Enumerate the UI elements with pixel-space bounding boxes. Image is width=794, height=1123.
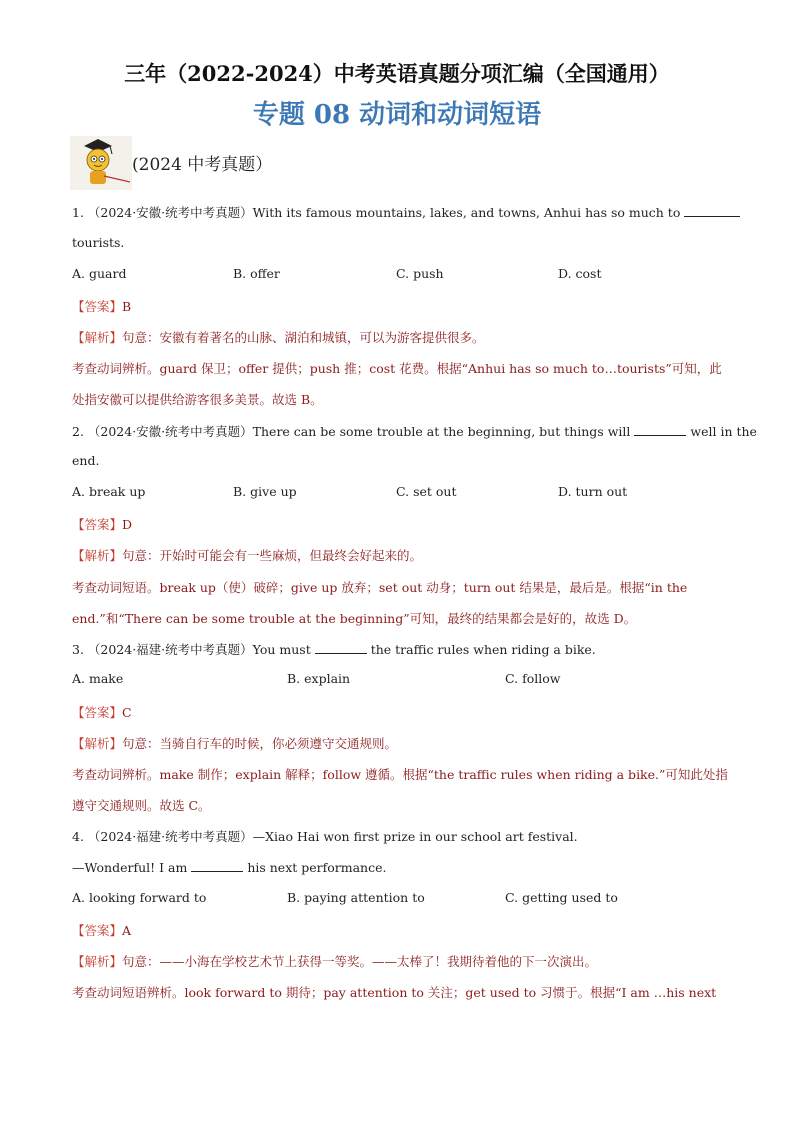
analysis-line: 【解析】句意：——小海在学校艺术节上获得一等奖。——太棒了！我期待着他的下一次演出。: [72, 954, 598, 969]
answer-line: 【答案】D: [72, 517, 133, 532]
answer-blank: [315, 641, 367, 654]
answer-blank: [684, 204, 740, 217]
question-1: 1. （2024·安徽·统考中考真题）With its famous mountains, lakes, and towns, Anhui has so much to: [72, 203, 740, 221]
scholar-mascot-icon: [70, 136, 132, 190]
option-b: B. paying attention to: [287, 890, 425, 905]
answer-line: 【答案】C: [72, 705, 132, 720]
option-b: B. give up: [233, 484, 297, 499]
option-a: A. guard: [72, 266, 127, 281]
document-title: 三年（2022-2024）中考英语真题分项汇编（全国通用）: [124, 61, 670, 86]
answer-blank: [634, 423, 686, 436]
analysis-line: 【解析】句意：安徽有着著名的山脉、湖泊和城镇，可以为游客提供很多。: [72, 330, 485, 345]
option-c: C. set out: [396, 484, 457, 499]
analysis-detail: 处指安徽可以提供给游客很多美景。故选 B。: [72, 392, 323, 407]
analysis-detail: end.”和“There can be some trouble at the beginning”可知，最终的结果都会是好的，故选 D。: [72, 611, 637, 626]
option-c: C. push: [396, 266, 444, 281]
option-c: C. follow: [505, 671, 561, 686]
option-b: B. offer: [233, 266, 280, 281]
topic-title: 专题 08 动词和动词短语: [252, 100, 542, 130]
question-2-continued: end.: [72, 453, 100, 468]
analysis-detail: 考查动词短语。break up（使）破碎；give up 放弃；set out 动身；turn out 结果是，最后是。根据“in the: [72, 580, 688, 595]
analysis-line: 【解析】句意：开始时可能会有一些麻烦，但最终会好起来的。: [72, 548, 423, 563]
analysis-line: 【解析】句意：当骑自行车的时候，你必须遵守交通规则。: [72, 736, 398, 751]
option-b: B. explain: [287, 671, 351, 686]
option-c: C. getting used to: [505, 890, 618, 905]
option-d: D. turn out: [558, 484, 628, 499]
answer-blank: [191, 859, 243, 872]
analysis-detail: 考查动词辨析。make 制作；explain 解释；follow 遵循。根据“the traffic rules when riding a bike.”可知此处指: [72, 767, 728, 782]
question-1-continued: tourists.: [72, 235, 125, 250]
question-2: 2. （2024·安徽·统考中考真题）There can be some trouble at the beginning, but things will well in the: [72, 424, 757, 439]
question-3: 3. （2024·福建·统考中考真题）You must the traffic rules when riding a bike.: [72, 642, 596, 657]
analysis-detail: 考查动词短语辨析。look forward to 期待；pay attention to 关注；get used to 习惯于。根据“I am …his next: [72, 985, 717, 1000]
analysis-detail: 考查动词辨析。guard 保卫；offer 提供；push 推；cost 花费。根据“Anhui has so much to…tourists”可知，此: [72, 361, 722, 376]
option-d: D. cost: [558, 266, 602, 281]
question-4: 4. （2024·福建·统考中考真题）—Xiao Hai won first prize in our school art festival.: [72, 829, 578, 844]
analysis-detail: 遵守交通规则。故选 C。: [72, 798, 211, 813]
answer-line: 【答案】A: [72, 923, 132, 938]
option-a: A. break up: [72, 484, 146, 499]
question-4-continued: —Wonderful! I am his next performance.: [72, 860, 387, 875]
section-heading: (2024 中考真题）: [132, 155, 273, 175]
answer-line: 【答案】B: [72, 299, 132, 314]
option-a: A. make: [72, 671, 124, 686]
option-a: A. looking forward to: [72, 890, 207, 905]
